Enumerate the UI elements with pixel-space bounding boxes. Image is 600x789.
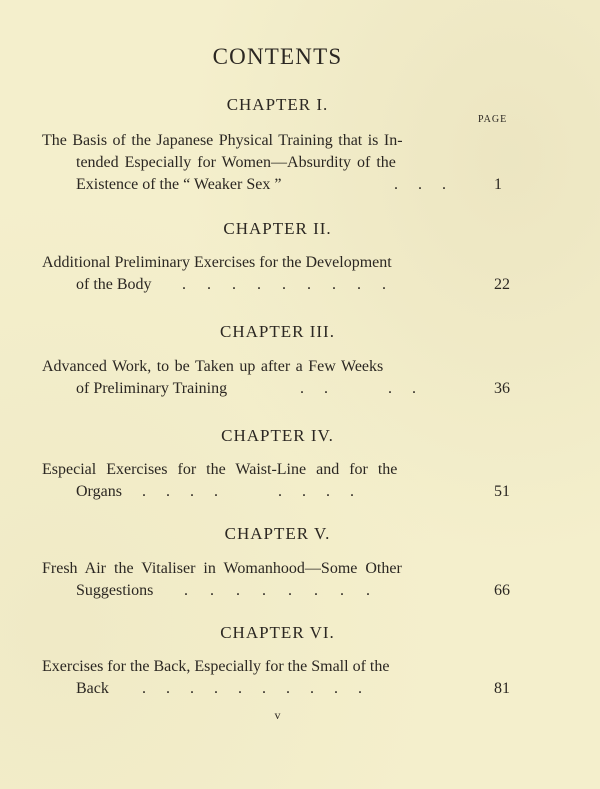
chapter-heading-2: CHAPTER II. [223,219,332,238]
dot-leader: . . . . . . . . . . [142,680,362,697]
entry-line: The Basis of the Japanese Physical Training that is In- [42,132,403,149]
entry-line: Exercises for the Back, Especially for the Small of the [42,658,390,675]
toc-entry-3 [42,356,512,400]
page-number: 81 [494,680,510,697]
chapter-heading-5: CHAPTER V. [224,524,331,543]
entry-line-text: Back [76,680,109,697]
entry-line-text: Existence of the “ Weaker Sex ” [76,176,282,193]
chapter-heading-6: CHAPTER VI. [220,623,335,642]
entry-line-last [42,378,512,400]
entry-line-text: Organs [76,483,122,500]
entry-line-last [42,678,512,700]
dot-leader: . . . [394,176,446,193]
page-number: 22 [494,276,510,293]
entry-line: Additional Preliminary Exercises for the Development [42,254,392,271]
dot-leader: . . . . . . . . [142,483,354,500]
entry-line: Fresh Air the Vitaliser in Womanhood—Some Other [42,560,402,577]
page-number: 51 [494,483,510,500]
toc-entry-4 [42,459,512,503]
entry-line: Advanced Work, to be Taken up after a Few Weeks [42,358,384,375]
toc-entry-6 [42,656,512,700]
entry-line-text: of Preliminary Training [76,380,228,397]
entry-line-text: Suggestions [76,582,154,599]
page-number: 36 [494,380,510,397]
entry-line-last [42,274,512,296]
dot-leader: . . . . [300,380,416,397]
page-number: 66 [494,582,510,599]
entry-line-last [42,481,512,503]
toc-entry-1 [42,130,512,196]
entry-line-last [42,174,512,196]
dot-leader: . . . . . . . . [184,582,370,599]
entry-line-last [42,580,512,602]
page-folio: v [274,708,281,722]
entry-line: Especial Exercises for the Waist-Line and for the [42,461,398,478]
entry-line: tended Especially for Women—Absurdity of the [76,154,396,171]
chapter-heading-4: CHAPTER IV. [221,426,334,445]
chapter-heading-3: CHAPTER III. [220,322,335,341]
page-number: 1 [494,176,502,193]
page-column-label: PAGE [478,114,508,125]
entry-line-text: of the Body [76,276,152,293]
page-title: CONTENTS [212,44,343,69]
toc-entry-5 [42,558,512,602]
chapter-heading-1: CHAPTER I. [226,95,329,114]
dot-leader: . . . . . . . . . [182,276,386,293]
toc-entry-2 [42,252,512,296]
